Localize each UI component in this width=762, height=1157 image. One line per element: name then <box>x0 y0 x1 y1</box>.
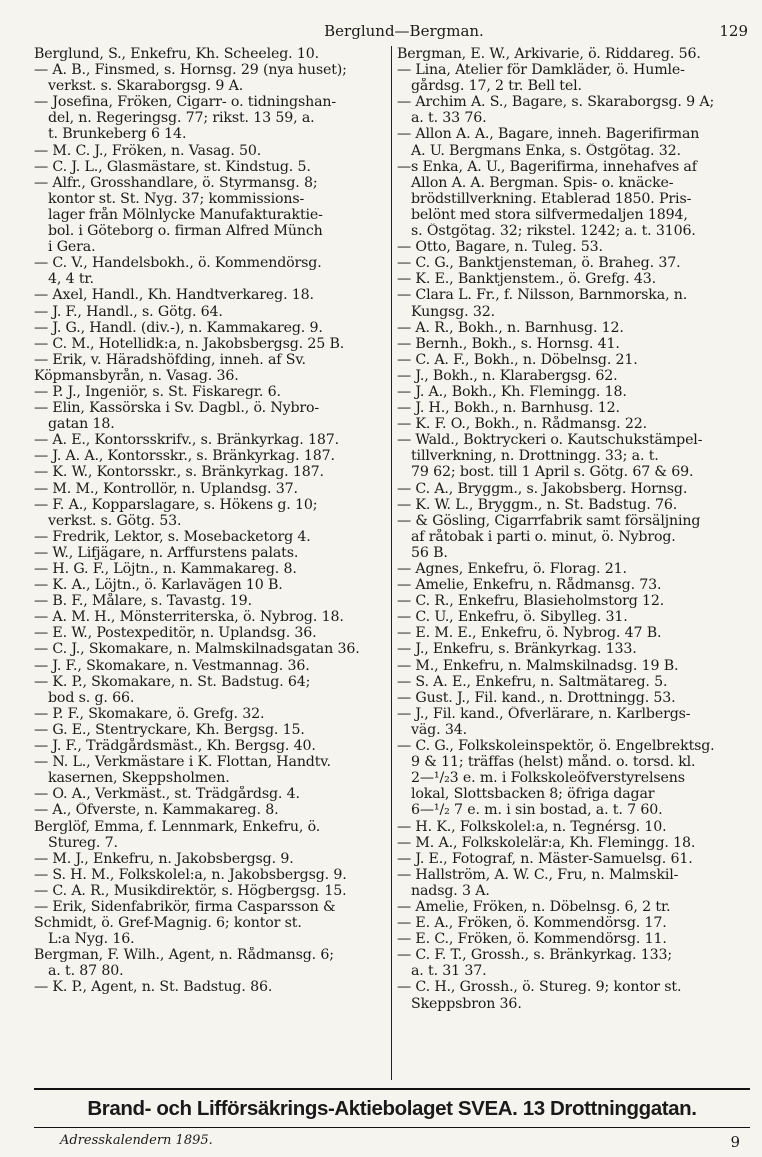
directory-entry-line: — Fredrik, Lektor, s. Mosebacketorg 4. <box>34 528 311 545</box>
directory-entry-line: bol. i Göteborg o. firman Alfred Münch <box>48 223 323 240</box>
directory-entry-line: — Bernh., Bokh., s. Hornsg. 41. <box>397 335 620 352</box>
directory-entry-line: — S. H. M., Folkskolel:a, n. Jakobsbergsg. 9. <box>34 866 347 883</box>
directory-entry-line: — M. M., Kontrollör, n. Uplandsg. 37. <box>34 480 298 497</box>
directory-entry-line: — Hallström, A. W. C., Fru, n. Malmskil- <box>397 866 679 883</box>
directory-entry-line: kasernen, Skeppsholmen. <box>48 770 230 787</box>
directory-entry-line: verkst. s. Götg. 53. <box>48 512 182 529</box>
directory-entry-line: — C. J., Skomakare, n. Malmskilnadsgatan 36. <box>34 641 360 658</box>
directory-entry-line: lager från Mölnlycke Manufakturaktie- <box>48 206 323 223</box>
directory-entry-line: s. Östgötag. 32; rikstel. 1242; a. t. 3106. <box>411 223 696 240</box>
directory-entry-line: — A. M. H., Mönsterriterska, ö. Nybrog. 18. <box>34 609 344 626</box>
running-title: Berglund—Bergman. <box>324 22 484 40</box>
directory-entry-line: Schmidt, ö. Gref-Magnig. 6; kontor st. <box>34 915 302 932</box>
directory-entry-line: — C. U., Enkefru, ö. Sibylleg. 31. <box>397 609 628 626</box>
directory-entry-line: — Josefina, Fröken, Cigarr- o. tidningshan- <box>34 94 337 111</box>
left-column <box>34 46 390 1080</box>
directory-entry-line: 6—¹/₂ 7 e. m. i sin bostad, a. t. 7 60. <box>411 802 663 819</box>
directory-entry-line: —s Enka, A. U., Bagerifirma, innehafves af <box>397 158 697 175</box>
directory-entry-line: — K. E., Banktjenstem., ö. Grefg. 43. <box>397 271 657 288</box>
directory-entry-line: 4, 4 tr. <box>48 271 94 288</box>
directory-entry-line: — K. W. L., Bryggm., n. St. Badstug. 76. <box>397 496 678 513</box>
directory-entry-line: a. t. 31 37. <box>411 963 487 980</box>
directory-entry-line: — C. G., Banktjensteman, ö. Braheg. 37. <box>397 255 681 272</box>
directory-entry-line: gatan 18. <box>48 416 115 433</box>
directory-entry-line: — A., Öfverste, n. Kammakareg. 8. <box>34 802 279 819</box>
directory-entry-line: — Alfr., Grosshandlare, ö. Styrmansg. 8; <box>34 174 318 191</box>
directory-entry-line: — P. J., Ingeniör, s. St. Fiskaregr. 6. <box>34 383 281 400</box>
directory-entry-line: Skeppsbron 36. <box>411 995 522 1012</box>
directory-entry-line: bod s. g. 66. <box>48 689 135 706</box>
banner-top-rule <box>34 1088 750 1090</box>
directory-entry-line: — E. C., Fröken, ö. Kommendörsg. 11. <box>397 931 667 948</box>
directory-entry-line: del, n. Regeringsg. 77; rikst. 13 59, a. <box>48 110 315 127</box>
directory-entry-line: — M. C. J., Fröken, n. Vasag. 50. <box>34 142 262 159</box>
directory-entry-line: Kungsg. 32. <box>411 303 495 320</box>
directory-entry-line: L:a Nyg. 16. <box>48 931 135 948</box>
directory-entry-line: — J. A., Bokh., Kh. Flemingg. 18. <box>397 383 627 400</box>
directory-entry-line: — W., Lifjägare, n. Arffurstens palats. <box>34 544 299 561</box>
directory-entry-line: — C. A. R., Musikdirektör, s. Högbergsg. 15. <box>34 882 347 899</box>
directory-entry-line: — J. G., Handl. (div.-), n. Kammakareg. 9. <box>34 319 323 336</box>
directory-entry-line: — C. A. F., Bokh., n. Döbelnsg. 21. <box>397 351 638 368</box>
directory-entry-line: — C. G., Folkskoleinspektör, ö. Engelbrektsg. <box>397 738 715 755</box>
directory-entry-line: — K. F. O., Bokh., n. Rådmansg. 22. <box>397 416 647 433</box>
directory-entry-line: 2—¹/₂3 e. m. i Folkskoleöfverstyrelsens <box>411 770 685 787</box>
directory-entry-line: — M., Enkefru, n. Malmskilnadsg. 19 B. <box>397 657 679 674</box>
directory-entry-line: Köpmansbyrån, n. Vasag. 36. <box>34 367 239 384</box>
directory-entry-line: Berglöf, Emma, f. Lennmark, Enkefru, ö. <box>34 818 321 835</box>
directory-entry-line: 56 B. <box>411 544 448 561</box>
directory-entry-line: — J. F., Trädgårdsmäst., Kh. Bergsg. 40. <box>34 738 316 755</box>
directory-entry-line: — Erik, v. Häradshöfding, inneh. af Sv. <box>34 351 306 368</box>
directory-entry-line: — A. E., Kontorsskrifv., s. Bränkyrkag. 187. <box>34 432 340 449</box>
directory-entry-line: Allon A. A. Bergman. Spis- o. knäcke- <box>411 174 674 191</box>
page-number: 129 <box>719 22 748 40</box>
directory-entry-line: — M. A., Folkskolelär:a, Kh. Flemingg. 18. <box>397 834 696 851</box>
directory-entry-line: tillverkning, n. Drottningg. 33; a. t. <box>411 448 659 465</box>
directory-entry-line: — E. A., Fröken, ö. Kommendörsg. 17. <box>397 915 667 932</box>
directory-entry-line: — J., Bokh., n. Klarabergsg. 62. <box>397 367 618 384</box>
directory-entry-line: Bergman, F. Wilh., Agent, n. Rådmansg. 6; <box>34 947 334 964</box>
directory-entry-line: kontor st. St. Nyg. 37; kommissions- <box>48 190 305 207</box>
directory-entry-line: — Erik, Sidenfabrikör, firma Casparsson & <box>34 898 336 915</box>
directory-entry-line: — A. B., Finsmed, s. Hornsg. 29 (nya huset); <box>34 62 347 79</box>
right-column <box>397 46 745 1080</box>
directory-entry-line: — Wald., Boktryckeri o. Kautschukstämpel- <box>397 432 703 449</box>
directory-entry-line: — Amelie, Enkefru, n. Rådmansg. 73. <box>397 577 662 594</box>
directory-entry-line: — J. F., Handl., s. Götg. 64. <box>34 303 223 320</box>
directory-entry-line: belönt med stora silfvermedaljen 1894, <box>411 206 688 223</box>
directory-entry-line: — H. G. F., Löjtn., n. Kammakareg. 8. <box>34 561 297 577</box>
sheet-number: 9 <box>730 1133 740 1151</box>
directory-entry-line: a. t. 33 76. <box>411 110 487 127</box>
directory-entry-line: — N. L., Verkmästare i K. Flottan, Handtv. <box>34 754 331 771</box>
directory-entry-line: i Gera. <box>48 239 96 256</box>
directory-entry-line: — B. F., Målare, s. Tavastg. 19. <box>34 593 252 610</box>
directory-entry-line: — A. R., Bokh., n. Barnhusg. 12. <box>397 319 624 336</box>
directory-entry-line: — E. W., Postexpeditör, n. Uplandsg. 36. <box>34 625 317 642</box>
directory-entry-line: — K. A., Löjtn., ö. Karlavägen 10 B. <box>34 577 283 594</box>
column-divider <box>391 46 392 1080</box>
directory-entry-line: — C. V., Handelsbokh., ö. Kommendörsg. <box>34 255 322 272</box>
directory-entry-line: — G. E., Stentryckare, Kh. Bergsg. 15. <box>34 721 305 738</box>
page-header <box>60 22 748 46</box>
directory-entry-line: — Lina, Atelier för Damkläder, ö. Humle- <box>397 62 685 79</box>
directory-entry-line: — E. M. E., Enkefru, ö. Nybrog. 47 B. <box>397 625 662 642</box>
directory-entry-line: brödstillverkning. Etablerad 1850. Pris- <box>411 190 692 207</box>
directory-entry-line: — S. A. E., Enkefru, n. Saltmätareg. 5. <box>397 673 668 690</box>
directory-entry-line: — Archim A. S., Bagare, s. Skaraborgsg. 9 A; <box>397 94 715 111</box>
directory-entry-line: — P. F., Skomakare, ö. Grefg. 32. <box>34 705 265 722</box>
directory-entry-line: — J. A. A., Kontorsskr., s. Bränkyrkag. 187. <box>34 448 335 465</box>
advertisement-banner: Brand- och Lifförsäkrings-Aktiebolaget SVEA. 13 Drottninggatan. <box>87 1097 697 1120</box>
directory-entry-line: — J. F., Skomakare, n. Vestmannag. 36. <box>34 657 310 674</box>
directory-entry-line: — J. E., Fotograf, n. Mäster-Samuelsg. 61. <box>397 850 693 867</box>
directory-entry-line: — & Gösling, Cigarrfabrik samt försäljning <box>397 512 701 529</box>
directory-entry-line: — C. H., Grossh., ö. Stureg. 9; kontor st. <box>397 979 682 996</box>
directory-entry-line: — C. F. T., Grossh., s. Bränkyrkag. 133; <box>397 947 673 964</box>
directory-entry-line: — Clara L. Fr., f. Nilsson, Barnmorska, n. <box>397 287 688 304</box>
directory-entry-line: — J. H., Bokh., n. Barnhusg. 12. <box>397 400 620 417</box>
directory-entry-line: lokal, Slottsbacken 8; öfriga dagar <box>411 786 655 803</box>
directory-entry-line: — Axel, Handl., Kh. Handtverkareg. 18. <box>34 287 314 304</box>
directory-entry-line: t. Brunkeberg 6 14. <box>48 126 187 143</box>
directory-entry-line: väg. 34. <box>411 721 467 738</box>
directory-entry-line: — Otto, Bagare, n. Tuleg. 53. <box>397 239 603 256</box>
directory-entry-line: — K. W., Kontorsskr., s. Bränkyrkag. 187. <box>34 464 324 481</box>
directory-entry-line: — Amelie, Fröken, n. Döbelnsg. 6, 2 tr. <box>397 898 671 915</box>
directory-entry-line: 9 & 11; träffas (helst) månd. o. torsd. kl. <box>411 754 696 771</box>
directory-entry-line: gårdsg. 17, 2 tr. Bell tel. <box>411 78 582 95</box>
directory-entry-line: Bergman, E. W., Arkivarie, ö. Riddareg. 56. <box>397 46 701 62</box>
directory-entry-line: — O. A., Verkmäst., st. Trädgårdsg. 4. <box>34 786 300 803</box>
page-footer <box>60 1133 750 1151</box>
directory-entry-line: A. U. Bergmans Enka, s. Östgötag. 32. <box>411 142 681 159</box>
directory-entry-line: — Agnes, Enkefru, ö. Florag. 21. <box>397 561 627 577</box>
directory-entry-line: — J., Fil. kand., Öfverlärare, n. Karlbergs- <box>397 705 691 722</box>
directory-entry-line: — Allon A. A., Bagare, inneh. Bagerifirman <box>397 126 700 143</box>
directory-entry-line: verkst. s. Skaraborgsg. 9 A. <box>48 78 244 95</box>
directory-entry-line: — Gust. J., Fil. kand., n. Drottningg. 53. <box>397 689 676 706</box>
directory-entry-line: — J., Enkefru, s. Bränkyrkag. 133. <box>397 641 637 658</box>
directory-entry-line: 79 62; bost. till 1 April s. Götg. 67 & 69. <box>411 464 694 481</box>
publication-name: Adresskalendern 1895. <box>60 1133 213 1148</box>
directory-entry-line: Stureg. 7. <box>48 834 118 851</box>
directory-entry-line: — C. A., Bryggm., s. Jakobsberg. Hornsg. <box>397 480 688 497</box>
directory-entry-line: af råtobak i parti o. minut, ö. Nybrog. <box>411 528 676 545</box>
directory-entry-line: — C. M., Hotellidk:a, n. Jakobsbergsg. 25 B. <box>34 335 345 352</box>
directory-entry-line: — C. J. L., Glasmästare, st. Kindstug. 5. <box>34 158 311 175</box>
directory-entry-line: — K. P., Skomakare, n. St. Badstug. 64; <box>34 673 311 690</box>
directory-entry-line: — Elin, Kassörska i Sv. Dagbl., ö. Nybro- <box>34 400 320 417</box>
directory-entry-line: — H. K., Folkskolel:a, n. Tegnérsg. 10. <box>397 818 667 835</box>
banner-bottom-rule <box>34 1127 750 1128</box>
directory-entry-line: nadsg. 3 A. <box>411 882 490 899</box>
directory-entry-line: — M. J., Enkefru, n. Jakobsbergsg. 9. <box>34 850 294 867</box>
directory-entry-line: Berglund, S., Enkefru, Kh. Scheeleg. 10. <box>34 46 319 62</box>
directory-entry-line: a. t. 87 80. <box>48 963 124 980</box>
directory-entry-line: — K. P., Agent, n. St. Badstug. 86. <box>34 979 273 996</box>
directory-entry-line: — F. A., Kopparslagare, s. Hökens g. 10; <box>34 496 318 513</box>
directory-entry-line: — C. R., Enkefru, Blasieholmstorg 12. <box>397 593 665 610</box>
